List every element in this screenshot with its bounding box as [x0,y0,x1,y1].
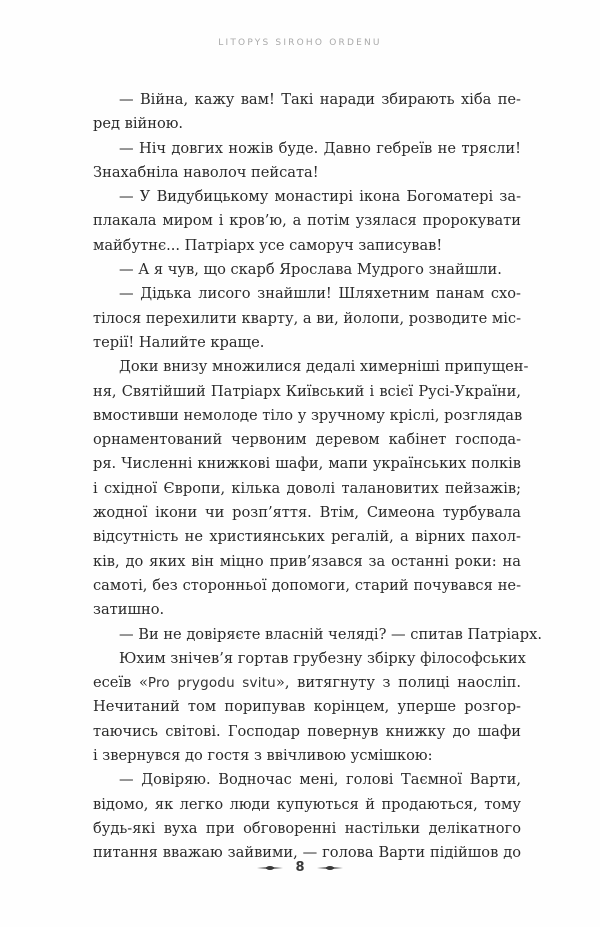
page-number: 8 [295,860,305,875]
text-line: і звернувся до гостя з ввічливою усмішкою: [93,747,433,765]
text-fragment: есеїв « [93,674,148,692]
text-line: — А я чув, що скарб Ярослава Мудрого знайшли. [119,261,502,279]
text-line: таючись світові. Господар повернув книжку до шафи [93,722,521,740]
text-line: вмостивши немолоде тіло у зручному кріслі, розглядав [93,406,523,424]
page-footer [0,860,600,875]
book-title-inline: Pro prygodu svitu [147,675,276,692]
text-line: — У Видубицькому монастирі ікона Богоматері за- [119,188,521,206]
text-line: — Ніч довгих ножів буде. Давно гебреїв не трясли! [119,139,521,157]
ornament-right-icon [317,867,343,869]
text-line: ря. Численні книжкові шафи, мапи українських полків [93,455,521,473]
text-line: Нечитаний том порипував корінцем, уперше розгор- [93,698,521,716]
running-head: LITOPYS SIROHO ORDENU [218,38,382,48]
text-line-with-title [93,671,521,695]
ornament-left-icon [257,867,283,869]
text-line: самоті, без сторонньої допомоги, старий почувався не- [93,576,521,594]
text-line: відсутність не християнських регалій, а вірних пахол- [93,528,521,546]
text-line: Юхим знічев’я гортав грубезну збірку філософських [119,649,526,667]
text-line: майбутнє... Патріарх усе саморуч записував! [93,236,443,254]
body-text [93,88,542,866]
text-line: плакала миром і кров’ю, а потім узялася пророкувати [93,212,521,230]
text-line: — Довіряю. Водночас мені, голові Таємної Варти, [119,771,521,789]
text-line: і східної Європи, кілька доволі талановитих пейзажів; [93,479,521,497]
text-line: затишно. [93,601,165,619]
text-line: питання вважаю зайвими, — голова Варти підійшов до [93,844,521,862]
text-line: — Війна, кажу вам! Такі наради збирають хіба пе- [119,91,521,108]
text-line: ред війною. [93,115,184,133]
text-line: — Ви не довіряєте власній челяді? — спитав Патріарх. [119,625,542,643]
text-line: жодної ікони чи розп’яття. Втім, Симеона турбувала [93,504,521,522]
text-line: ня, Святійший Патріарх Київський і всієї Русі-України, [93,382,521,400]
text-line: терії! Налийте краще. [93,333,265,351]
text-line: ків, до яких він міцно прив’язався за останні роки: на [93,552,521,570]
text-line: орнаментований червоним деревом кабінет господа- [93,431,521,449]
text-line: Доки внизу множилися дедалі химерніші припущен- [119,358,529,376]
text-line: відомо, як легко люди купуються й продаються, тому [93,795,521,813]
text-line: тілося перехилити кварту, а ви, йолопи, розводите міс- [93,309,522,327]
text-line: — Дідька лисого знайшли! Шляхетним панам схо- [119,285,521,303]
text-fragment: », витягнуту з полиці наосліп. [275,674,521,692]
text-line: будь-які вуха при обговоренні настільки делікатного [93,819,521,837]
text-line: Знахабніла наволоч пейсата! [93,163,319,181]
